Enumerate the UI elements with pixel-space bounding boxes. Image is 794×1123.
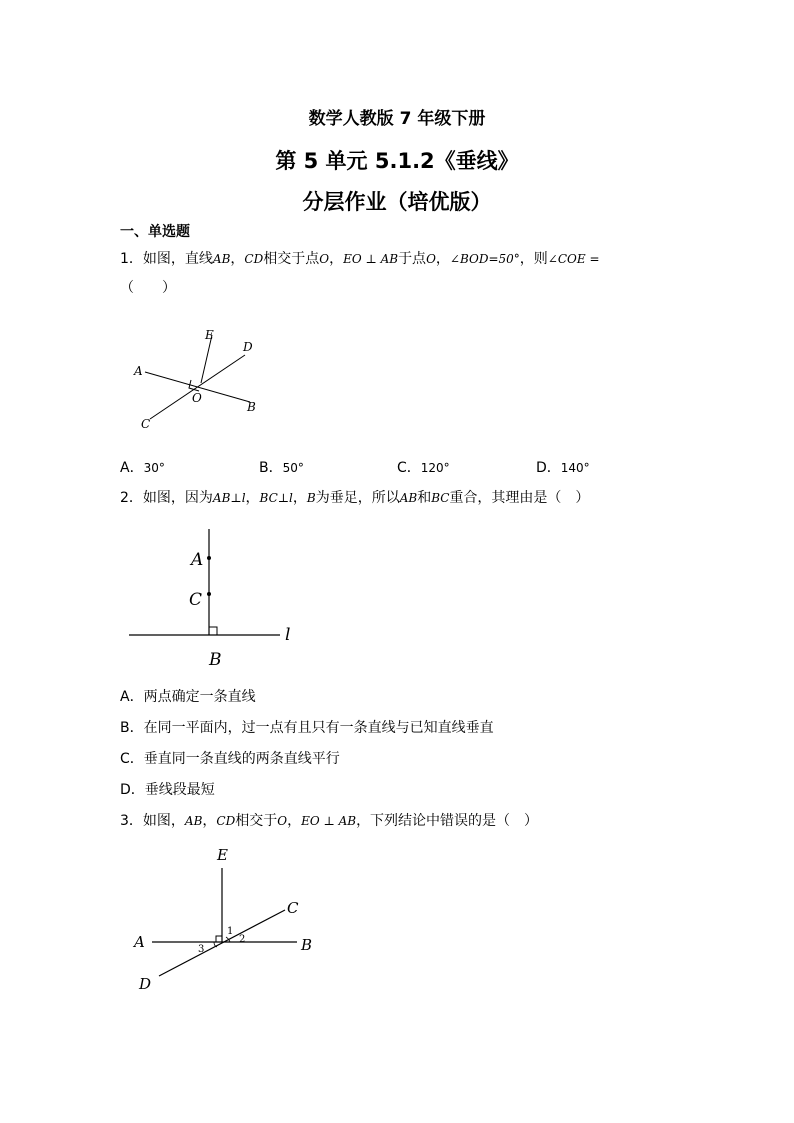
q1-option-a: A．30° [120,460,165,476]
label-o: O [192,391,202,405]
question-1-figure [125,322,265,434]
q1-option-d: D．140° [536,460,590,476]
question-2-text: 2．如图，因为AB⊥l，BC⊥l，B为垂足，所以AB和BC重合，其理由是（ ） [120,490,590,506]
section-heading: 一、单选题 [120,224,190,240]
label-b: B [301,936,313,954]
label-a: A [134,364,143,378]
label-c: C [141,417,151,431]
q1-option-b: B．50° [259,460,304,476]
question-number: 3． [120,813,143,829]
label-a: A [134,933,145,951]
angle-label-2: 2 [239,934,246,945]
angle-label-1: 1 [227,926,234,937]
question-1-blank: （ ） [120,280,176,296]
question-number: 2． [120,490,143,506]
question-1-text: 1．如图，直线AB，CD相交于点O，EO ⊥ AB于点O，∠BOD=50°，则∠COE = [120,251,600,267]
label-d: D [243,340,253,354]
label-l: l [285,625,291,645]
label-d: D [139,975,152,993]
label-b: B [247,400,256,414]
q2-option-b: B．在同一平面内，过一点有且只有一条直线与已知直线垂直 [120,720,494,736]
label-c: C [287,899,299,917]
label-e: E [205,328,214,342]
q2-option-a: A．两点确定一条直线 [120,689,256,705]
line-cd [150,355,245,419]
label-c: C [189,590,203,610]
point-c [207,592,211,596]
unit-title: 第 5 单元 5.1.2《垂线》 [275,149,519,173]
label-b: B [209,650,222,670]
q2-option-c: C．垂直同一条直线的两条直线平行 [120,751,340,767]
label-a: A [191,550,204,570]
point-a [207,556,211,560]
worksheet-title: 分层作业（培优版） [302,190,492,214]
question-3-figure [125,840,325,1000]
q1-option-c: C．120° [397,460,450,476]
q2-option-d: D．垂线段最短 [120,782,215,798]
question-number: 1． [120,251,143,267]
question-3-text: 3．如图，AB，CD相交于O，EO ⊥ AB，下列结论中错误的是（ ） [120,813,539,829]
right-angle-mark [216,936,222,942]
question-2-figure [125,525,305,673]
label-e: E [217,846,228,864]
document-title: 数学人教版 7 年级下册 [308,109,486,129]
angle-label-3: 3 [198,944,205,955]
ray-oe [201,335,212,383]
right-angle-mark [209,627,217,635]
